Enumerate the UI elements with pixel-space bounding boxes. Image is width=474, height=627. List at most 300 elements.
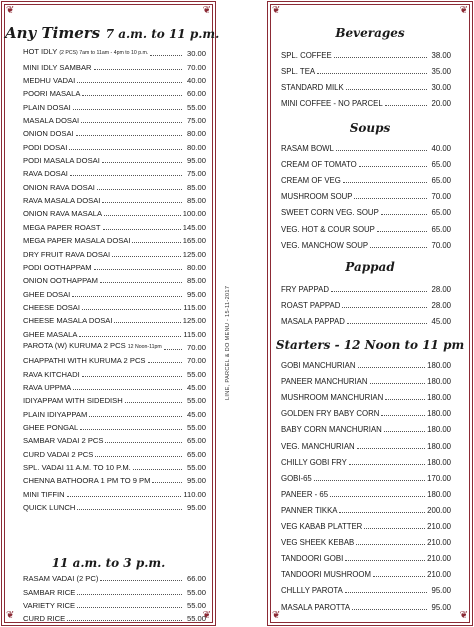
corner-ornament-icon: ❦: [6, 5, 15, 16]
menu-item-name-container: [281, 225, 375, 234]
menu-item-name: PLAIN DOSAI: [23, 102, 71, 112]
menu-item-name-container: [23, 76, 75, 85]
menu-item-price: 75.00: [186, 116, 206, 126]
menu-item-row: [5, 218, 212, 231]
dotted-leader: [336, 150, 427, 151]
menu-item-row: [5, 583, 212, 596]
any-timers-title: [5, 23, 220, 42]
menu-item-price: 70.00: [431, 192, 451, 202]
menu-item-row: [5, 352, 212, 365]
menu-item-price: 180.00: [427, 393, 451, 403]
menu-item-price: 55.00: [186, 422, 206, 432]
menu-item-note: 12 Noon-11pm: [127, 343, 162, 350]
menu-item-price: 60.00: [186, 89, 206, 99]
menu-item-row: [271, 386, 469, 402]
menu-item-row: [5, 432, 212, 445]
menu-item-name: VEG SHEEK KEBAB: [281, 538, 355, 548]
menu-item-price: 85.00: [186, 196, 206, 206]
menu-item-price: 210.00: [427, 538, 451, 548]
menu-item-price: 70.00: [186, 62, 206, 72]
menu-item-price: 28.00: [431, 285, 451, 295]
menu-item-price: 45.00: [431, 317, 451, 327]
menu-item-name: VEG KABAB PLATTER: [281, 522, 363, 532]
right-menu-panel: [270, 4, 470, 623]
menu-item-row: [5, 245, 212, 258]
menu-item-name: ONION RAVA DOSAI: [23, 182, 95, 192]
dotted-leader: [370, 383, 426, 384]
dotted-leader: [97, 189, 182, 190]
dotted-leader: [70, 175, 182, 176]
menu-item-row: [271, 201, 469, 217]
menu-item-name: ONION RAVA MASALA: [23, 209, 103, 219]
menu-item-name-container: [23, 356, 146, 365]
dotted-leader: [73, 389, 182, 390]
menu-item-name: GOBI MANCHURIAN: [281, 361, 356, 371]
menu-item-price: 80.00: [186, 142, 206, 152]
menu-item-name: GOBI-65: [281, 473, 312, 483]
menu-item-row: [5, 232, 212, 245]
menu-item-row: [271, 515, 469, 531]
menu-item-row: [5, 472, 212, 485]
menu-item-name: SAMBAR VADAI 2 PCS: [23, 436, 104, 446]
menu-item-row: [271, 499, 469, 515]
menu-item-name-container: [281, 208, 379, 217]
dotted-leader: [381, 415, 425, 416]
menu-item-row: [5, 365, 212, 378]
menu-item-name-container: [281, 586, 343, 595]
menu-item-name: ROAST PAPPAD: [281, 301, 341, 311]
menu-item-row: [5, 339, 212, 352]
menu-item-row: [5, 178, 212, 191]
menu-item-row: [5, 165, 212, 178]
menu-item-name: PODI OOTHAPPAM: [23, 262, 92, 272]
menu-item-name-container: [281, 393, 383, 402]
menu-item-name-container: [281, 144, 334, 153]
dotted-leader: [357, 448, 425, 449]
menu-item-name-container: [23, 223, 101, 232]
menu-item-price: 180.00: [427, 409, 451, 419]
midday-title: 11 a.m. to 3 p.m.: [51, 556, 166, 570]
menu-item-name: SPL. TEA: [281, 67, 316, 77]
menu-item-name-container: [281, 409, 379, 418]
menu-item-price: 55.00: [186, 463, 206, 472]
menu-item-row: [5, 112, 212, 125]
menu-item-name-container: [23, 341, 162, 352]
menu-item-price: 45.00: [186, 382, 206, 392]
menu-item-name-container: [281, 99, 383, 108]
menu-item-name-container: [23, 116, 79, 125]
menu-item-name: CHILLY GOBI FRY: [281, 457, 347, 467]
menu-item-name: RAVA MASALA DOSAI: [23, 196, 101, 206]
menu-item-row: [271, 153, 469, 169]
menu-item-name-container: [23, 129, 74, 138]
menu-item-name-container: [281, 506, 337, 515]
starters-title: Starters - 12 Noon to 11 pm: [275, 338, 465, 352]
menu-item-name-container: [281, 241, 368, 250]
dotted-leader: [82, 376, 182, 377]
menu-item-price: 40.00: [431, 144, 451, 154]
corner-ornament-icon: ❦: [202, 610, 211, 621]
menu-item-name-container: [281, 570, 371, 579]
menu-item-name: CHEESE DOSAI: [23, 302, 80, 312]
beverages-list: [271, 44, 469, 108]
menu-item-row: [271, 92, 469, 108]
menu-item-price: 85.00: [186, 182, 206, 192]
corner-ornament-icon: ❦: [6, 610, 15, 621]
menu-item-name: CURD VADAI 2 PCS: [23, 449, 94, 459]
menu-item-name-container: [23, 396, 123, 405]
menu-item-price: 38.00: [431, 51, 451, 61]
dotted-leader: [102, 202, 182, 203]
dotted-leader: [331, 291, 427, 292]
menu-item-name-container: [23, 143, 67, 152]
menu-item-row: [5, 152, 212, 165]
menu-item-name: ONION OOTHAPPAM: [23, 276, 98, 286]
menu-item-row: [271, 60, 469, 76]
menu-item-name: CREAM OF TOMATO: [281, 160, 357, 170]
menu-item-name: TANDOORI MUSHROOM: [281, 570, 371, 580]
menu-item-name: MINI COFFEE - NO PARCEL: [281, 99, 383, 109]
menu-item-price: 95.00: [186, 503, 206, 513]
menu-item-name-container: [281, 160, 357, 169]
pappad-title: Pappad: [345, 260, 395, 274]
dotted-leader: [67, 620, 182, 621]
menu-item-price: 66.00: [186, 574, 206, 584]
menu-item-name: PANEER MANCHURIAN: [281, 377, 368, 387]
menu-item-row: [271, 467, 469, 483]
menu-item-price: 95.00: [186, 156, 206, 166]
pappad-list: [271, 278, 469, 326]
menu-item-name-container: [23, 303, 80, 312]
dotted-leader: [72, 296, 182, 297]
menu-item-name-container: [23, 423, 78, 432]
menu-item-price: 95.00: [431, 586, 451, 596]
menu-item-name-container: [281, 490, 328, 499]
corner-ornament-icon: ❦: [459, 5, 468, 16]
dotted-leader: [77, 82, 182, 83]
menu-item-name-container: [281, 522, 362, 531]
menu-item-price: 70.00: [186, 356, 206, 366]
menu-item-price: 115.00: [183, 302, 206, 312]
menu-item-row: [5, 445, 212, 458]
menu-item-row: [271, 531, 469, 547]
menu-item-row: [271, 451, 469, 467]
dotted-leader: [364, 528, 425, 529]
menu-item-name-container: [281, 176, 341, 185]
menu-item-name-container: [281, 474, 312, 483]
menu-item-name: RAVA KITCHADI: [23, 369, 80, 379]
menu-item-name-container: [281, 301, 340, 310]
menu-item-name: MEGA PAPER ROAST: [23, 222, 101, 232]
left-menu-panel: [4, 4, 220, 624]
dotted-leader: [73, 109, 182, 110]
menu-item-price: 210.00: [427, 522, 451, 532]
menu-item-row: [271, 310, 469, 326]
dotted-leader: [339, 512, 425, 513]
dotted-leader: [89, 416, 182, 417]
menu-item-row: [5, 485, 212, 498]
menu-item-name-container: [23, 614, 65, 623]
menu-item-row: [5, 285, 212, 298]
menu-item-name-container: [23, 490, 65, 499]
menu-item-price: 210.00: [427, 570, 451, 580]
dotted-leader: [82, 309, 181, 310]
menu-item-row: [271, 418, 469, 434]
menu-item-price: 65.00: [431, 224, 451, 234]
soups-title: Soups: [349, 121, 391, 135]
menu-item-price: 210.00: [427, 554, 451, 564]
menu-item-row: [271, 402, 469, 418]
menu-item-name-container: [23, 436, 103, 445]
menu-item-row: [271, 44, 469, 60]
menu-item-name: SAMBAR RICE: [23, 587, 76, 597]
menu-item-price: 55.00: [186, 102, 206, 112]
corner-ornament-icon: ❦: [202, 5, 211, 16]
menu-item-name-container: [23, 276, 98, 285]
dotted-leader: [79, 336, 181, 337]
dotted-leader: [100, 580, 182, 581]
menu-item-price: 65.00: [186, 449, 206, 459]
menu-item-price: 75.00: [186, 169, 206, 179]
menu-item-row: [271, 595, 469, 611]
menu-item-name: CHLLLY PAROTA: [281, 586, 343, 596]
menu-item-row: [271, 234, 469, 250]
dotted-leader: [385, 399, 425, 400]
menu-item-price: 70.00: [431, 240, 451, 250]
menu-item-name-container: [281, 192, 352, 201]
dotted-leader: [345, 592, 427, 593]
menu-item-row: [5, 405, 212, 418]
menu-item-name: TANDOORI GOBI: [281, 554, 344, 564]
menu-item-row: [5, 597, 212, 610]
starters-list: [271, 354, 469, 612]
menu-item-name: MASALA PAROTTA: [281, 602, 351, 612]
menu-item-name-container: [281, 377, 368, 386]
dotted-leader: [114, 322, 180, 323]
menu-item-name: VEG. MANCHURIAN: [281, 441, 355, 451]
menu-item-name-container: [281, 603, 350, 612]
menu-item-row: [5, 610, 212, 623]
dotted-leader: [352, 609, 427, 610]
menu-item-note: (2 PCS) 7am to 11am - 4pm to 10 p.m.: [59, 50, 149, 57]
dotted-leader: [150, 55, 182, 56]
menu-item-name-container: [23, 169, 68, 178]
dotted-leader: [80, 429, 182, 430]
menu-item-name-container: [23, 601, 75, 610]
menu-item-row: [5, 299, 212, 312]
dotted-leader: [77, 509, 182, 510]
menu-item-name: RAVA UPPMA: [23, 382, 72, 392]
menu-item-price: 30.00: [186, 49, 206, 59]
menu-item-name: MINI IDLY SAMBAR: [23, 62, 92, 72]
dotted-leader: [77, 594, 182, 595]
menu-item-row: [271, 579, 469, 595]
menu-item-price: 180.00: [427, 489, 451, 499]
menu-item-name: MEDHU VADAI: [23, 76, 76, 86]
menu-item-row: [271, 169, 469, 185]
menu-item-price: 85.00: [186, 276, 206, 286]
menu-item-name-container: [23, 183, 95, 192]
menu-item-row: [271, 354, 469, 370]
menu-item-row: [5, 272, 212, 285]
menu-item-name-container: [23, 89, 80, 98]
dotted-leader: [69, 149, 182, 150]
dotted-leader: [125, 402, 182, 403]
menu-item-name: STANDARD MILK: [281, 83, 344, 93]
menu-item-name: DRY FRUIT RAVA DOSAI: [23, 249, 111, 259]
menu-item-name-container: [281, 317, 345, 326]
any-timers-title-main: Any Timers: [5, 24, 101, 42]
menu-item-price: 28.00: [431, 301, 451, 311]
menu-item-name-container: [281, 554, 343, 563]
corner-ornament-icon: ❦: [272, 610, 281, 621]
menu-item-price: 55.00: [186, 369, 206, 379]
dotted-leader: [132, 242, 180, 243]
menu-item-price: 35.00: [431, 67, 451, 77]
dotted-leader: [67, 496, 182, 497]
any-timers-title-time: 7 a.m. to 11 p.m.: [105, 27, 220, 41]
dotted-leader: [82, 95, 182, 96]
menu-item-name-container: [281, 51, 332, 60]
menu-item-name-container: [23, 263, 92, 272]
menu-item-name-container: [23, 450, 93, 459]
menu-item-row: [271, 370, 469, 386]
dotted-leader: [342, 307, 427, 308]
beverages-title: Beverages: [335, 26, 405, 40]
menu-item-name: CHENNA BATHOORA 1 PM TO 9 PM: [23, 476, 151, 486]
menu-item-name: PAROTA (W) KURUMA 2 PCS: [23, 340, 126, 350]
menu-item-name-container: [281, 538, 354, 547]
menu-item-name: CHEESE MASALA DOSAI: [23, 316, 113, 326]
menu-item-row: [271, 483, 469, 499]
menu-item-price: 170.00: [427, 473, 451, 483]
menu-item-name-container: [23, 209, 102, 218]
menu-item-price: 45.00: [186, 409, 206, 419]
menu-item-name-container: [281, 361, 356, 370]
midday-list: [5, 570, 212, 623]
menu-item-name: CURD RICE: [23, 614, 66, 624]
menu-item-name: SPL. COFFEE: [281, 51, 332, 61]
menu-item-row: [5, 499, 212, 512]
dotted-leader: [385, 105, 427, 106]
menu-item-row: [271, 563, 469, 579]
menu-item-row: [5, 138, 212, 151]
menu-item-name: PODI MASALA DOSAI: [23, 156, 100, 166]
menu-item-price: 55.00: [186, 396, 206, 406]
soups-list: [271, 137, 469, 250]
menu-item-row: [5, 570, 212, 583]
menu-item-price: 65.00: [431, 160, 451, 170]
menu-item-name: HOT IDLY: [23, 47, 58, 57]
menu-item-price: 80.00: [186, 262, 206, 272]
menu-item-price: 180.00: [427, 361, 451, 371]
menu-item-name: GHEE MASALA: [23, 329, 78, 339]
menu-item-name-container: [23, 463, 131, 472]
menu-item-name-container: [23, 574, 98, 583]
dotted-leader: [347, 323, 427, 324]
menu-item-price: 125.00: [182, 316, 206, 326]
menu-item-price: 80.00: [186, 129, 206, 139]
menu-item-name-container: [23, 250, 110, 259]
menu-item-name: PLAIN IDIYAPPAM: [23, 409, 88, 419]
menu-item-price: 95.00: [186, 289, 206, 299]
dotted-leader: [105, 442, 182, 443]
menu-item-price: 180.00: [427, 441, 451, 451]
menu-item-row: [271, 547, 469, 563]
dotted-leader: [314, 480, 425, 481]
menu-item-name: MUSHROOM MANCHURIAN: [281, 393, 384, 403]
menu-item-row: [5, 419, 212, 432]
dotted-leader: [343, 182, 427, 183]
dotted-leader: [317, 73, 427, 74]
menu-item-row: [5, 392, 212, 405]
menu-item-name: PANNER TIKKA: [281, 505, 338, 515]
menu-item-row: [271, 217, 469, 233]
menu-item-row: [271, 137, 469, 153]
menu-item-name: VEG. HOT & COUR SOUP: [281, 224, 375, 234]
dotted-leader: [100, 282, 182, 283]
dotted-leader: [152, 482, 182, 483]
dotted-leader: [358, 367, 426, 368]
menu-item-name: POORI MASALA: [23, 89, 81, 99]
menu-item-row: [5, 98, 212, 111]
menu-item-name-container: [23, 410, 87, 419]
menu-item-name-container: [23, 236, 130, 245]
menu-item-name: BABY CORN MANCHURIAN: [281, 425, 382, 435]
menu-item-name: VARIETY RICE: [23, 601, 76, 611]
menu-item-name: QUICK LUNCH: [23, 503, 76, 513]
menu-item-row: [271, 294, 469, 310]
menu-item-name-container: [23, 47, 148, 58]
menu-item-row: [5, 85, 212, 98]
menu-item-name-container: [23, 383, 71, 392]
menu-item-row: [5, 325, 212, 338]
menu-item-price: 95.00: [431, 602, 451, 612]
menu-item-price: 55.00: [186, 614, 206, 624]
menu-item-name: CHAPPATHI WITH KURUMA 2 PCS: [23, 356, 146, 366]
menu-item-price: 200.00: [427, 505, 451, 515]
menu-item-name-container: [23, 290, 70, 299]
side-note: LINE, PARCEL & DO MENU - 15-11-2017: [225, 285, 231, 400]
dotted-leader: [377, 231, 427, 232]
dotted-leader: [356, 544, 425, 545]
dotted-leader: [354, 198, 427, 199]
menu-item-name: MUSHROOM SOUP: [281, 192, 353, 202]
menu-item-name: PODI DOSAI: [23, 142, 68, 152]
menu-item-name-container: [23, 63, 92, 72]
dotted-leader: [346, 89, 427, 90]
menu-item-price: 65.00: [431, 176, 451, 186]
menu-item-price: 115.00: [183, 329, 206, 339]
menu-item-name-container: [281, 442, 355, 451]
menu-item-price: 125.00: [182, 249, 206, 259]
menu-item-name-container: [23, 156, 100, 165]
menu-item-name: VEG. MANCHOW SOUP: [281, 240, 369, 250]
menu-item-name-container: [281, 425, 382, 434]
menu-item-name: MEGA PAPER MASALA DOSAI: [23, 236, 131, 246]
menu-item-price: 20.00: [431, 99, 451, 109]
menu-item-name-container: [281, 83, 344, 92]
menu-item-price: 145.00: [182, 222, 206, 232]
menu-item-row: [271, 278, 469, 294]
dotted-leader: [334, 57, 427, 58]
corner-ornament-icon: ❦: [459, 610, 468, 621]
menu-item-name-container: [23, 370, 80, 379]
menu-item-name: RASAM VADAI (2 PC): [23, 574, 99, 584]
menu-item-price: 65.00: [186, 436, 206, 446]
dotted-leader: [81, 122, 182, 123]
menu-item-name-container: [23, 588, 75, 597]
